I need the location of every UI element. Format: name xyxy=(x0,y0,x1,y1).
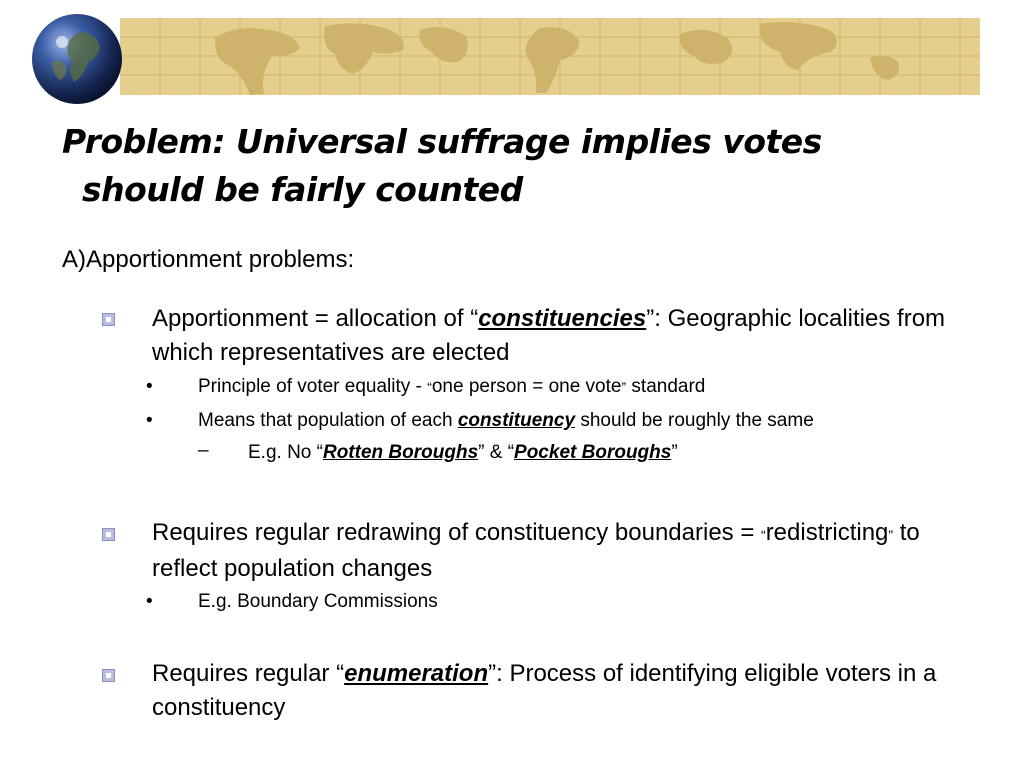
bullet-redistricting xyxy=(152,516,972,586)
sub-bullet-text: one person = one vote xyxy=(431,376,622,397)
bullet-dash: – xyxy=(198,440,209,461)
sub-sub-text: E.g. No “ xyxy=(248,442,323,463)
sub-bullet-text: standard xyxy=(626,376,706,397)
bullet-text: Requires regular redrawing of constituency boundaries = xyxy=(152,519,762,546)
sub-bullet-text: Principle of voter equality - xyxy=(198,376,428,397)
globe-icon xyxy=(30,12,124,106)
bullet-text: ”: Geographic localities from which representatives are elected xyxy=(152,305,946,366)
title-line-2: should be fairly counted xyxy=(82,170,523,209)
keyword-constituency: constituency xyxy=(457,410,576,431)
keyword-enumeration: enumeration xyxy=(344,660,489,687)
world-map-banner xyxy=(120,18,980,95)
bullet-text: Requires regular “ xyxy=(152,660,345,687)
bullet-text: to reflect population changes xyxy=(152,519,920,582)
bullet-dot: • xyxy=(146,591,153,612)
sub-sub-text: ” & “ xyxy=(478,442,515,463)
keyword-pocket-boroughs: Pocket Boroughs xyxy=(514,442,672,463)
bullet-text: ”: Process of identifying eligible voters in a constituency xyxy=(152,660,937,721)
bullet-text: redistricting xyxy=(765,519,889,546)
sub-bullet-text: Means that population of each xyxy=(198,410,458,431)
sub-bullet-population xyxy=(198,408,978,434)
bullet-dot: • xyxy=(146,376,153,397)
sub-sub-bullet-boroughs xyxy=(248,440,968,466)
sub-sub-text: ” xyxy=(671,442,678,463)
slide-title xyxy=(62,118,962,214)
section-heading: A)Apportionment problems: xyxy=(62,246,355,273)
bullet-square-icon xyxy=(102,669,115,682)
keyword-constituencies: constituencies xyxy=(478,305,647,332)
sub-bullet-boundary-commissions: E.g. Boundary Commissions xyxy=(198,591,438,612)
open-quote: “ xyxy=(427,379,432,395)
world-map-graphic xyxy=(120,18,980,95)
close-quote: ” xyxy=(888,527,894,543)
title-line-1: Problem: Universal suffrage implies votes xyxy=(62,122,822,161)
close-quote: ” xyxy=(621,379,627,395)
bullet-square-icon xyxy=(102,313,115,326)
sub-bullet-voter-equality xyxy=(198,374,978,400)
bullet-enumeration xyxy=(152,657,972,725)
keyword-rotten-boroughs: Rotten Boroughs xyxy=(322,442,479,463)
open-quote: “ xyxy=(761,527,766,543)
bullet-square-icon xyxy=(102,528,115,541)
bullet-text: Apportionment = allocation of “ xyxy=(152,305,479,332)
bullet-apportionment xyxy=(152,302,972,370)
sub-bullet-text: should be roughly the same xyxy=(575,410,814,431)
bullet-dot: • xyxy=(146,410,153,431)
